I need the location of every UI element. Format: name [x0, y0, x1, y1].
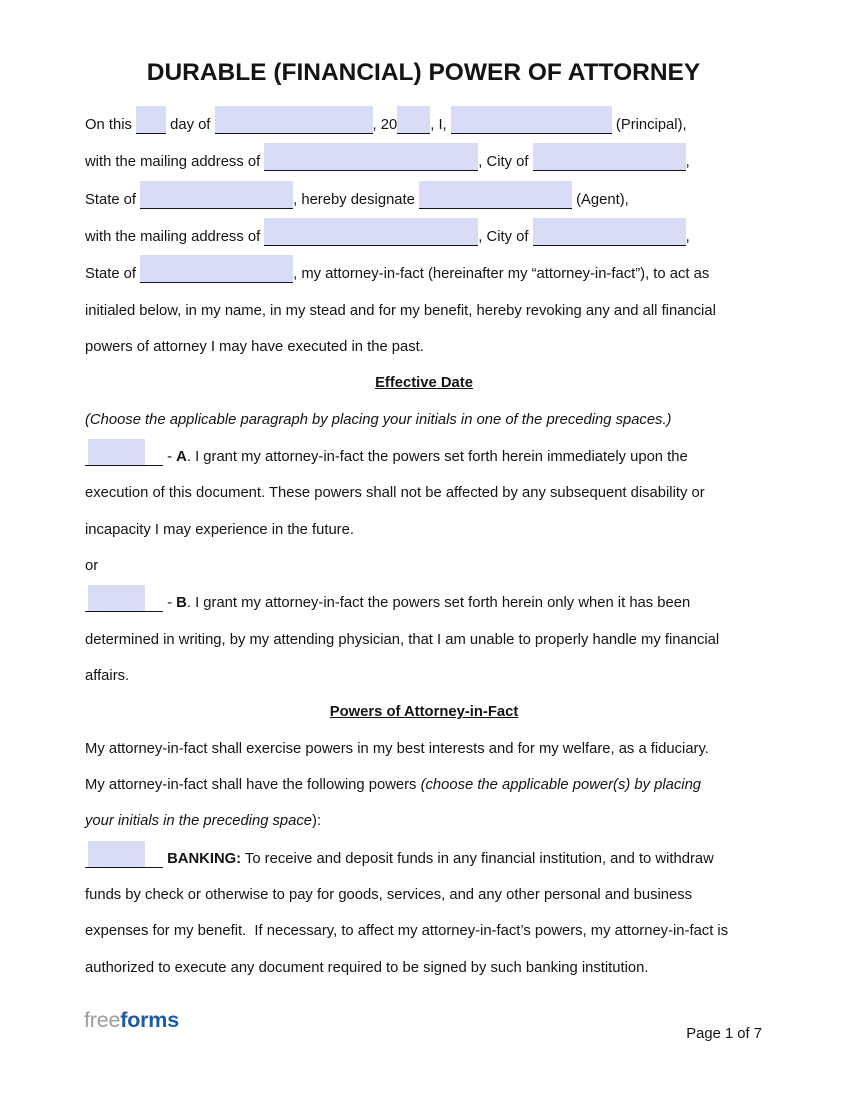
option-a-dash: - — [163, 448, 177, 465]
banking-text-2: funds by check or otherwise to pay for goods, services, and any other personal and business — [85, 886, 693, 903]
option-b-line-2 — [85, 622, 763, 658]
intro-line3-seg3: (Agent), — [572, 191, 629, 208]
intro-line-2 — [85, 143, 763, 180]
powers-text-2-italic: (choose the applicable power(s) by placing — [420, 776, 702, 793]
option-a-text-1: . I grant my attorney-in-fact the powers set forth herein immediately upon the — [186, 448, 688, 465]
intro-line-5 — [85, 255, 763, 292]
intro-line4-seg2: , City of — [478, 228, 533, 245]
option-a-line-2 — [85, 475, 763, 511]
banking-line-2 — [85, 877, 763, 913]
banking-initials-highlight — [88, 841, 145, 867]
powers-text-2: My attorney-in-fact shall have the following powers — [85, 776, 421, 793]
powers-heading-line — [85, 694, 763, 730]
banking-line-1 — [85, 840, 763, 877]
intro-line-1 — [85, 106, 763, 143]
banking-line-3 — [85, 913, 763, 949]
agent-address-field[interactable] — [264, 218, 478, 246]
page-number: Page 1 of 7 — [686, 1026, 762, 1042]
option-a-text-2: execution of this document. These powers shall not be affected by any subsequent disability or — [85, 485, 705, 502]
intro-line6-text: initialed below, in my name, in my stead and for my benefit, hereby revoking any and all financial — [85, 302, 716, 319]
agent-state-field[interactable] — [140, 255, 293, 283]
powers-line-2 — [85, 767, 763, 803]
intro-line7-text: powers of attorney I may have executed in the past. — [85, 338, 424, 355]
document-body — [85, 106, 763, 986]
powers-text-3-italic: your initials in the preceding space — [85, 813, 313, 830]
effective-date-heading-line — [85, 365, 763, 401]
intro-line-3 — [85, 181, 763, 218]
intro-line-7 — [85, 329, 763, 365]
intro-line2-seg1: with the mailing address of — [85, 154, 265, 171]
principal-address-field[interactable] — [264, 143, 478, 171]
freeforms-logo — [84, 1007, 179, 1033]
intro-line1-seg4: , I, — [430, 117, 451, 133]
option-a-initials-field[interactable] — [85, 438, 163, 466]
option-b-line-1 — [85, 584, 763, 621]
option-b-dash: - — [163, 595, 177, 612]
intro-line4-seg3: , — [685, 228, 690, 245]
intro-line2-seg3: , — [685, 154, 690, 171]
intro-line3-seg2: , hereby designate — [293, 191, 419, 208]
option-a-initials-highlight — [88, 439, 145, 465]
effective-date-instruction-line — [85, 402, 763, 438]
principal-city-field[interactable] — [533, 143, 686, 171]
intro-line-4 — [85, 218, 763, 255]
powers-text-1: My attorney-in-fact shall exercise powers in my best interests and for my welfare, as a fiduciary. — [85, 740, 709, 757]
powers-heading: Powers of Attorney-in-Fact — [329, 704, 519, 721]
intro-line5-seg2: , my attorney-in-fact (hereinafter my “attorney-in-fact”), to act as — [293, 266, 710, 283]
day-field[interactable] — [136, 106, 166, 134]
month-field[interactable] — [215, 106, 373, 134]
principal-state-field[interactable] — [140, 181, 293, 209]
agent-name-field[interactable] — [419, 181, 572, 209]
or-separator: or — [85, 557, 99, 574]
option-a-text-3: incapacity I may experience in the future. — [85, 521, 354, 538]
document-title: DURABLE (FINANCIAL) POWER OF ATTORNEY — [146, 59, 701, 86]
option-a-line-1 — [85, 438, 763, 475]
option-a-label: A — [176, 448, 187, 465]
option-b-initials-highlight — [88, 585, 145, 611]
banking-line-4 — [85, 950, 763, 986]
powers-text-3-end: ): — [312, 813, 322, 830]
agent-city-field[interactable] — [533, 218, 686, 246]
principal-name-field[interactable] — [451, 106, 612, 134]
banking-label: BANKING: — [163, 850, 242, 867]
option-b-line-3 — [85, 658, 763, 694]
intro-line1-seg2: day of — [166, 117, 215, 133]
intro-line5-seg1: State of — [85, 266, 141, 283]
intro-line1-seg1: On this — [85, 117, 136, 133]
option-a-line-3 — [85, 512, 763, 548]
intro-line3-seg1: State of — [85, 191, 141, 208]
freeforms-logo-forms: forms — [120, 1008, 179, 1032]
intro-line1-seg5: (Principal), — [611, 117, 687, 133]
intro-line2-seg2: , City of — [478, 154, 533, 171]
option-b-text-3: affairs. — [85, 667, 130, 684]
banking-initials-field[interactable] — [85, 840, 163, 868]
option-b-label: B — [176, 595, 187, 612]
powers-line-1 — [85, 731, 763, 767]
intro-line-6 — [85, 293, 763, 329]
banking-text-3: expenses for my benefit. If necessary, to affect my attorney-in-fact’s powers, my attorney-in-fact is — [85, 923, 729, 940]
intro-line4-seg1: with the mailing address of — [85, 228, 265, 245]
freeforms-logo-free: free — [84, 1008, 121, 1032]
option-b-text-2: determined in writing, by my attending physician, that I am unable to properly handle my financial — [85, 631, 720, 648]
banking-text-1: To receive and deposit funds in any financial institution, and to withdraw — [241, 850, 714, 867]
banking-text-4: authorized to execute any document required to be signed by such banking institution. — [85, 959, 649, 976]
year-field[interactable] — [397, 106, 430, 134]
intro-line1-seg3: , 20 — [372, 117, 398, 133]
option-b-initials-field[interactable] — [85, 584, 163, 612]
powers-line-3 — [85, 803, 763, 839]
effective-date-heading: Effective Date — [375, 375, 473, 392]
effective-date-instruction: (Choose the applicable paragraph by placing your initials in one of the preceding spaces.) — [85, 411, 672, 428]
option-b-text-1: . I grant my attorney-in-fact the powers set forth herein only when it has been — [186, 595, 691, 612]
or-separator-line — [85, 548, 763, 584]
